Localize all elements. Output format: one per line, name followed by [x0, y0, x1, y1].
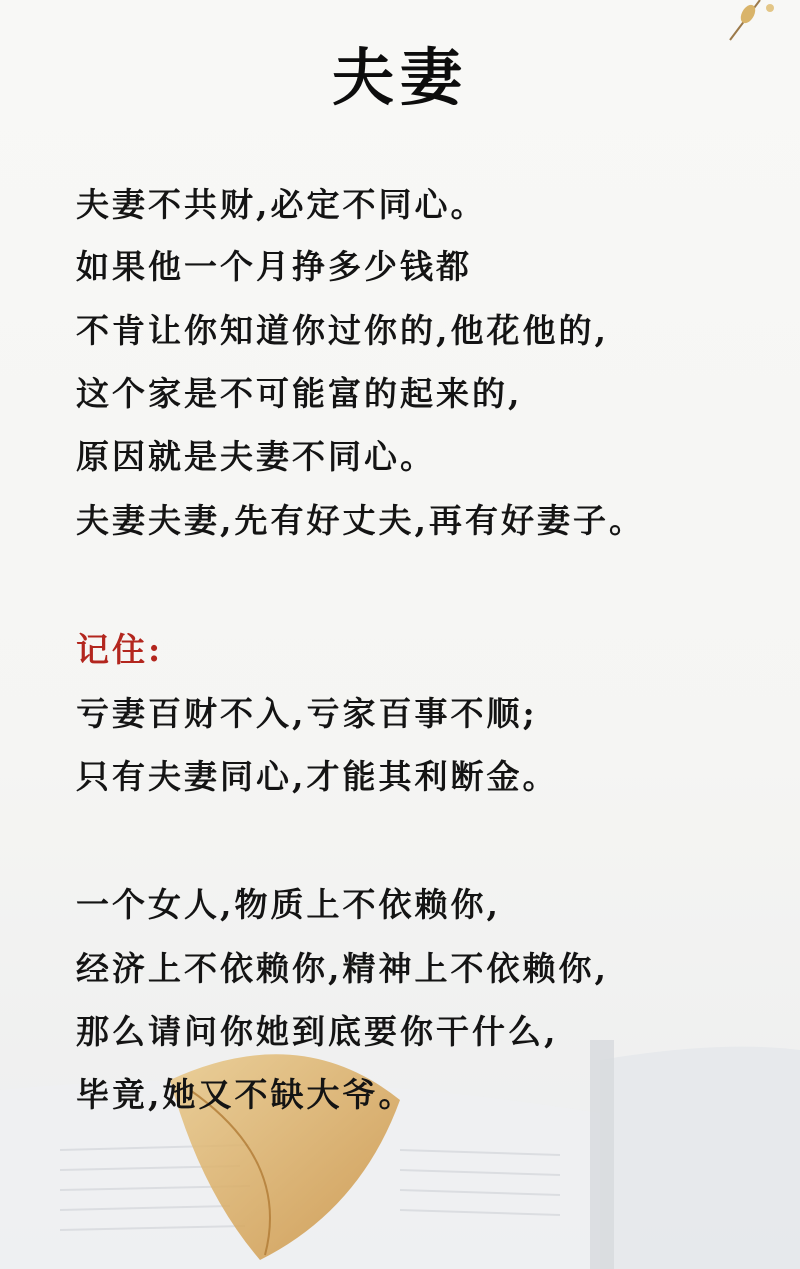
text-line: 亏妻百财不入,亏家百事不顺;: [76, 694, 538, 733]
text-line: 夫妻夫妻,先有好丈夫,再有好妻子。: [76, 501, 645, 540]
remember-heading: 记住:: [76, 630, 164, 669]
text-line: 如果他一个月挣多少钱都: [76, 247, 472, 286]
text-line: 原因就是夫妻不同心。: [76, 437, 436, 476]
text-line: 夫妻不共财,必定不同心。: [76, 185, 487, 224]
text-line: 经济上不依赖你,精神上不依赖你,: [76, 949, 609, 988]
text-line: 只有夫妻同心,才能其利断金。: [76, 757, 559, 796]
text-line: 这个家是不可能富的起来的,: [76, 374, 523, 413]
text-line: 一个女人,物质上不依赖你,: [76, 885, 501, 924]
page-title: 夫妻: [331, 41, 468, 114]
text-line: 毕竟,她又不缺大爷。: [76, 1075, 415, 1114]
text-line: 那么请问你她到底要你干什么,: [76, 1012, 559, 1051]
text-line: 不肯让你知道你过你的,他花他的,: [76, 311, 609, 350]
